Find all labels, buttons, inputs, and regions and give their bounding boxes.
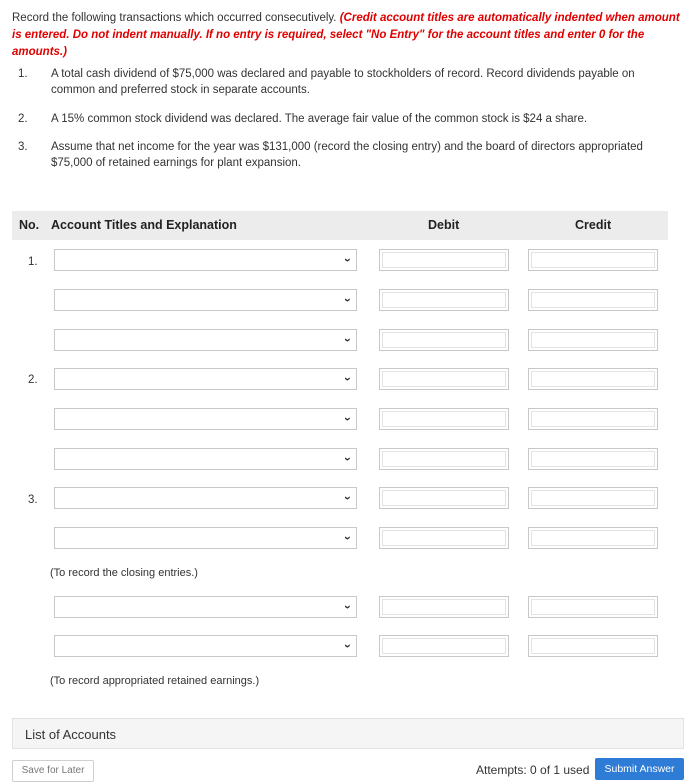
chevron-down-icon: › <box>341 496 355 500</box>
chevron-down-icon: › <box>341 258 355 262</box>
account-select[interactable] <box>54 527 357 549</box>
chevron-down-icon: › <box>341 605 355 609</box>
chevron-down-icon: › <box>341 377 355 381</box>
instructions <box>12 10 682 61</box>
chevron-down-icon: › <box>341 417 355 421</box>
credit-input[interactable] <box>528 368 658 390</box>
save-for-later-button[interactable]: Save for Later <box>12 760 94 782</box>
transaction-3 <box>18 139 678 171</box>
credit-input[interactable] <box>528 487 658 509</box>
credit-input[interactable] <box>528 408 658 430</box>
debit-input[interactable] <box>379 289 509 311</box>
list-of-accounts-label: List of Accounts <box>25 727 117 742</box>
account-select[interactable] <box>54 289 357 311</box>
instructions-text: Record the following transactions which occurred consecutively. <box>12 12 340 24</box>
account-select[interactable] <box>54 329 357 351</box>
credit-input[interactable] <box>528 635 658 657</box>
account-select[interactable] <box>54 249 357 271</box>
debit-input[interactable] <box>379 596 509 618</box>
chevron-down-icon: › <box>341 644 355 648</box>
credit-input[interactable] <box>528 448 658 470</box>
journal-table-header <box>12 211 668 240</box>
chevron-down-icon: › <box>341 298 355 302</box>
transaction-text: A total cash dividend of $75,000 was declared and payable to stockholders of record. Record dividends payable on common and preferred stock in separate accounts. <box>51 68 635 96</box>
debit-input[interactable] <box>379 527 509 549</box>
transaction-1 <box>18 66 678 98</box>
account-select[interactable] <box>54 635 357 657</box>
credit-input[interactable] <box>528 329 658 351</box>
debit-input[interactable] <box>379 249 509 271</box>
credit-input[interactable] <box>528 289 658 311</box>
entry-number-1: 1. <box>28 256 38 268</box>
instructions-warning: (Credit account titles are automatically indented when amount is entered. Do not indent manually. If no entry is required, select "No Entry" for the account titles and enter 0 for the amounts.) <box>12 12 680 58</box>
column-debit: Debit <box>428 218 460 232</box>
entry-number-3: 3. <box>28 494 38 506</box>
transaction-2 <box>18 111 678 127</box>
chevron-down-icon: › <box>341 536 355 540</box>
column-account-titles: Account Titles and Explanation <box>51 218 237 232</box>
credit-input[interactable] <box>528 249 658 271</box>
attempts-counter: Attempts: 0 of 1 used <box>476 763 590 777</box>
entry-number-2: 2. <box>28 374 38 386</box>
debit-input[interactable] <box>379 487 509 509</box>
debit-input[interactable] <box>379 408 509 430</box>
chevron-down-icon: › <box>341 457 355 461</box>
account-select[interactable] <box>54 368 357 390</box>
debit-input[interactable] <box>379 448 509 470</box>
column-credit: Credit <box>575 218 612 232</box>
transaction-text: A 15% common stock dividend was declared. The average fair value of the common stock is $24 a share. <box>51 113 588 125</box>
account-select[interactable] <box>54 448 357 470</box>
account-select[interactable] <box>54 408 357 430</box>
appropriated-earnings-note: (To record appropriated retained earnings.) <box>50 675 260 687</box>
column-no: No. <box>19 218 40 232</box>
transaction-text: Assume that net income for the year was $131,000 (record the closing entry) and the board of directors appropriated $75,000 of retained earnings for plant expansion. <box>51 141 643 169</box>
chevron-down-icon: › <box>341 338 355 342</box>
closing-entries-note: (To record the closing entries.) <box>50 567 198 579</box>
list-of-accounts-toggle[interactable] <box>12 718 684 749</box>
credit-input[interactable] <box>528 527 658 549</box>
account-select[interactable] <box>54 487 357 509</box>
account-select[interactable] <box>54 596 357 618</box>
transaction-number: 2. <box>18 113 28 125</box>
transaction-number: 1. <box>18 68 28 80</box>
debit-input[interactable] <box>379 329 509 351</box>
debit-input[interactable] <box>379 368 509 390</box>
debit-input[interactable] <box>379 635 509 657</box>
submit-answer-button[interactable]: Submit Answer <box>595 758 684 780</box>
credit-input[interactable] <box>528 596 658 618</box>
transaction-number: 3. <box>18 141 28 153</box>
